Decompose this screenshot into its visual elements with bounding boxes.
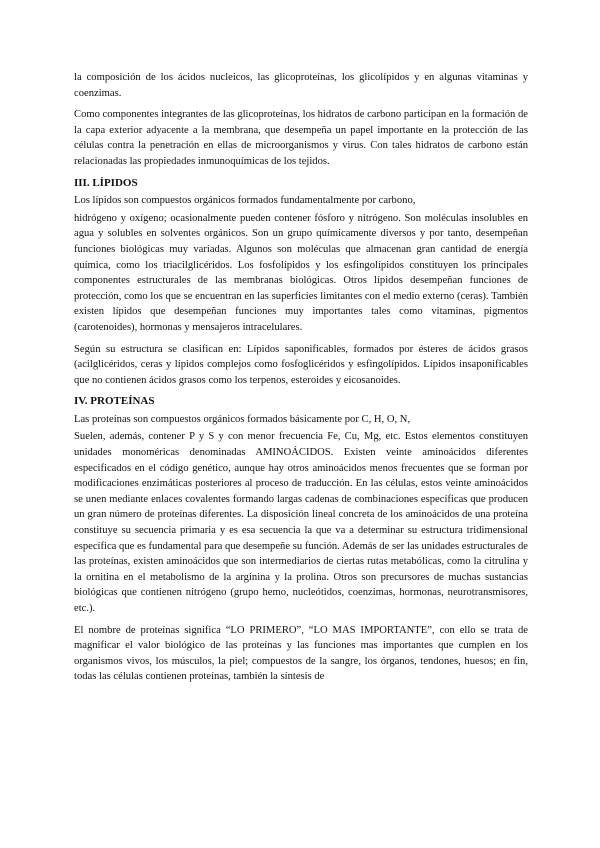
section-heading-lipids: III. LÍPIDOS <box>74 176 138 189</box>
paragraph-lipids-definition: Los lípidos son compuestos orgánicos formados fundamentalmente por carbono, <box>74 195 416 207</box>
paragraph-lipids-classification: Según su estructura se clasifican en: Lípidos saponificables, formados por ésteres de ácidos grasos (acilglicéridos, ceras y lípidos complejos como fosfoglicéridos y esfingolípidos. Lípidos insaponificables que no contienen ácidos grasos como los terpenos, esteroides y eicosanoides. <box>74 343 528 386</box>
paragraph-glycoproteins: Como componentes integrantes de las glicoproteínas, los hidratos de carbono participan en la formación de la capa exterior adyacente a la membrana, que desempeña un papel importante en la protección de las células contra la penetración en ellas de microorganismos y virus. Con tales hidratos de carbono están relacionadas las propiedades inmunoquímicas de los tejidos. <box>74 109 528 167</box>
paragraph-proteins-name: El nombre de proteínas significa “LO PRIMERO”, “LO MAS IMPORTANTE”, con ello se trata de magnificar el valor biológico de las proteínas y las funciones mas importantes que cumplen en los organismos vivos, los músculos, la piel; compuestos de la sangre, los órganos, tendones, huesos; en fin, todas las células contienen proteínas, también la síntesis de <box>74 624 528 683</box>
paragraph-proteins-body: Suelen, además, contener P y S y con menor frecuencia Fe, Cu, Mg, etc. Estos elementos constituyen unidades monoméricas denominadas AMINOÁCIDOS. Existen veinte aminoácidos diferentes especificados en el código genético, aunque hay otros aminoácidos menos frecuentes que se forman por modificaciones enzimáticas posteriores al proceso de traducción. En las células, estos veinte aminoácidos se unen mediante enlaces covalentes formando largas cadenas de combinaciones específicas que producen un gran número de proteínas diferentes. La disposición lineal concreta de los aminoácidos de una proteína constituye su secuencia primaria y es esa secuencia la que va a determinar su estructura tridimensional específica que es fundamental para que desempeñe su función. Además de ser las unidades estructurales de las proteínas, existen aminoácidos que son intermediarios de ciertas rutas metabólicas, como la citrulina y la ornitina en el metabolismo de la arginina y la prolina. Otros son precursores de muchas sustancias biológicas que contienen nitrógeno (grupo hemo, nucleótidos, coenzimas, hormonas, neurotransmisores, etc.). <box>74 431 528 614</box>
paragraph-proteins-definition: Las proteínas son compuestos orgánicos formados básicamente por C, H, O, N, <box>74 413 411 425</box>
paragraph-lipids-body: hidrógeno y oxígeno; ocasionalmente pueden contener fósforo y nitrógeno. Son moléculas insolubles en agua y solubles en solventes orgánicos. Son un grupo químicamente diversos y por tanto, desempeñan funciones biológicas muy variadas. Algunos son moléculas que almacenan gran cantidad de energía química, como los triacilglicéridos. Los fosfolípidos y los esfingolípidos constituyen los principales componentes estructurales de las membranas biológicas. Otros lípidos desempeñan funciones de protección, como los que se encuentran en las superficies limitantes con el medio externo (ceras). También existen lípidos que desempeñan funciones muy importantes tales como vitaminas, pigmentos (carotenoides), hormonas y mensajeros intracelulares. <box>74 212 528 333</box>
paragraph-intro-continuation: la composición de los ácidos nucleicos, las glicoproteínas, los glicolípidos y en algunas vitaminas y coenzimas. <box>74 72 528 99</box>
document-page <box>74 70 528 691</box>
section-heading-proteins: IV. PROTEÍNAS <box>74 395 155 408</box>
